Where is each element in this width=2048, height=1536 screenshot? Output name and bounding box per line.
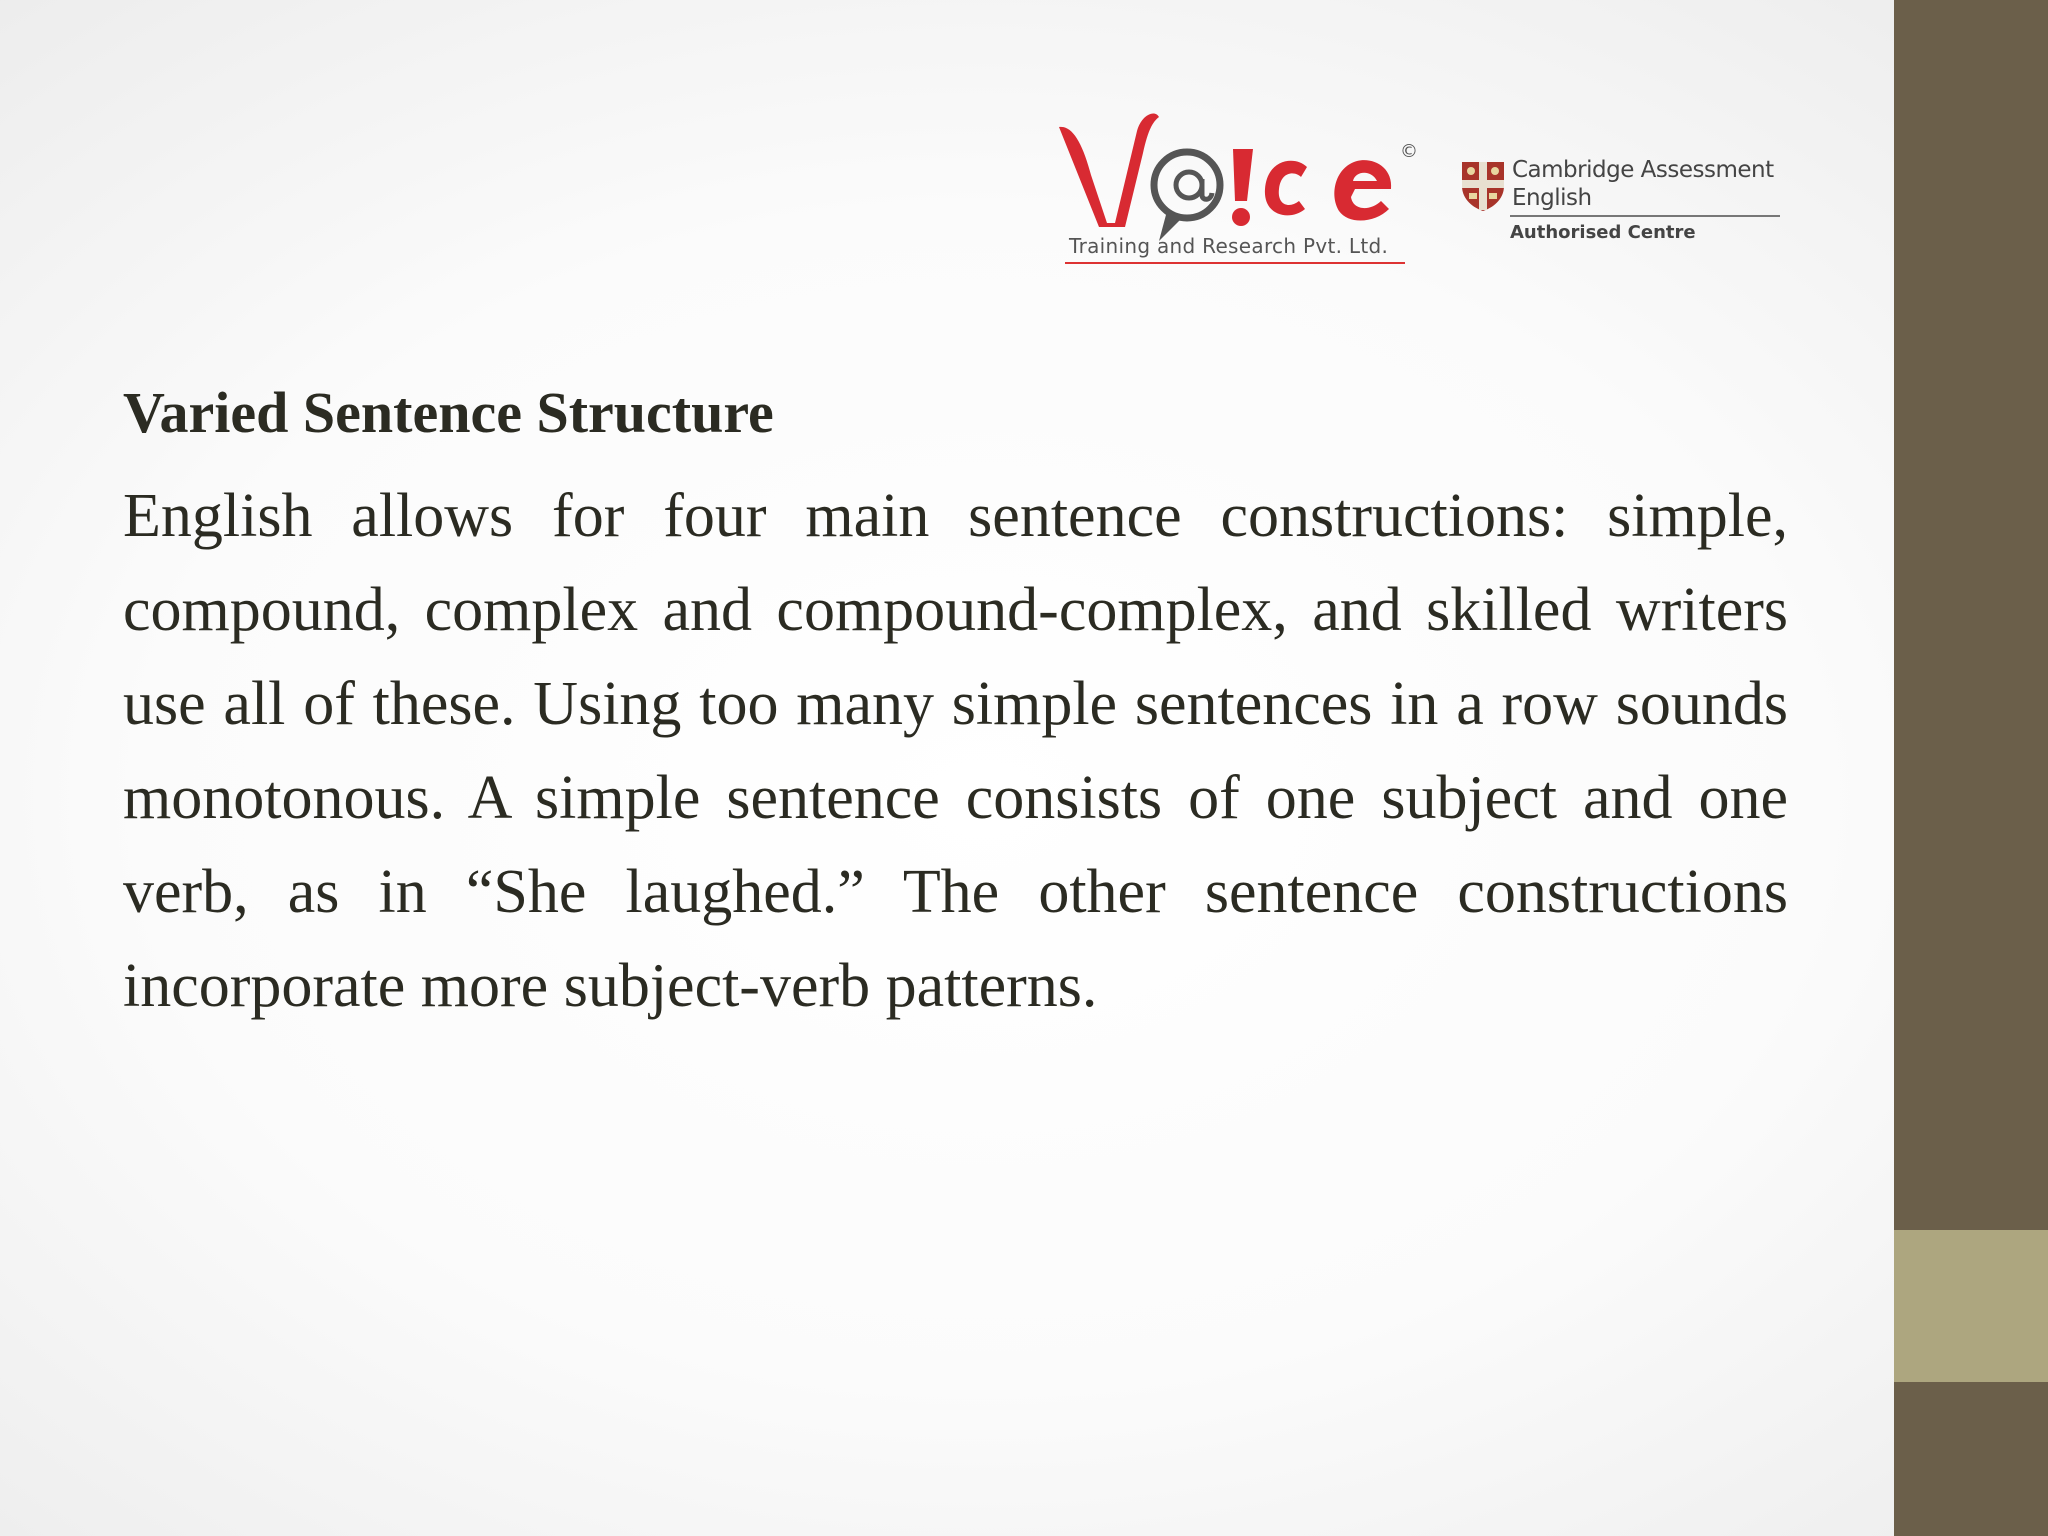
slide-body: English allows for four main sentence constructions: simple, compound, complex and compound-complex, and skilled writers use all of these. Using too many simple sentences in a row sounds monotonous. A simple sentence consists of one subject and one verb, as in “She laughed.” The other sentence constructions incorporate more subject-verb patterns. [123,481,1788,1020]
cambridge-shield-icon [1460,160,1506,212]
logo-area [1055,105,1785,270]
slide-heading: Varied Sentence Structure [123,380,774,445]
slide-content [123,380,1788,1033]
right-side-accent [1894,1230,2048,1382]
cambridge-line1: Cambridge Assessment [1512,157,1774,183]
voice-logo [1055,105,1425,270]
cambridge-logo [1460,155,1790,255]
cambridge-line3: Authorised Centre [1510,222,1696,243]
cambridge-line2: English [1512,185,1592,211]
voice-tagline: Training and Research Pvt. Ltd. [1069,234,1389,258]
cambridge-rule [1510,215,1780,217]
voice-copyright-mark: © [1400,141,1418,162]
voice-underline [1065,262,1405,264]
